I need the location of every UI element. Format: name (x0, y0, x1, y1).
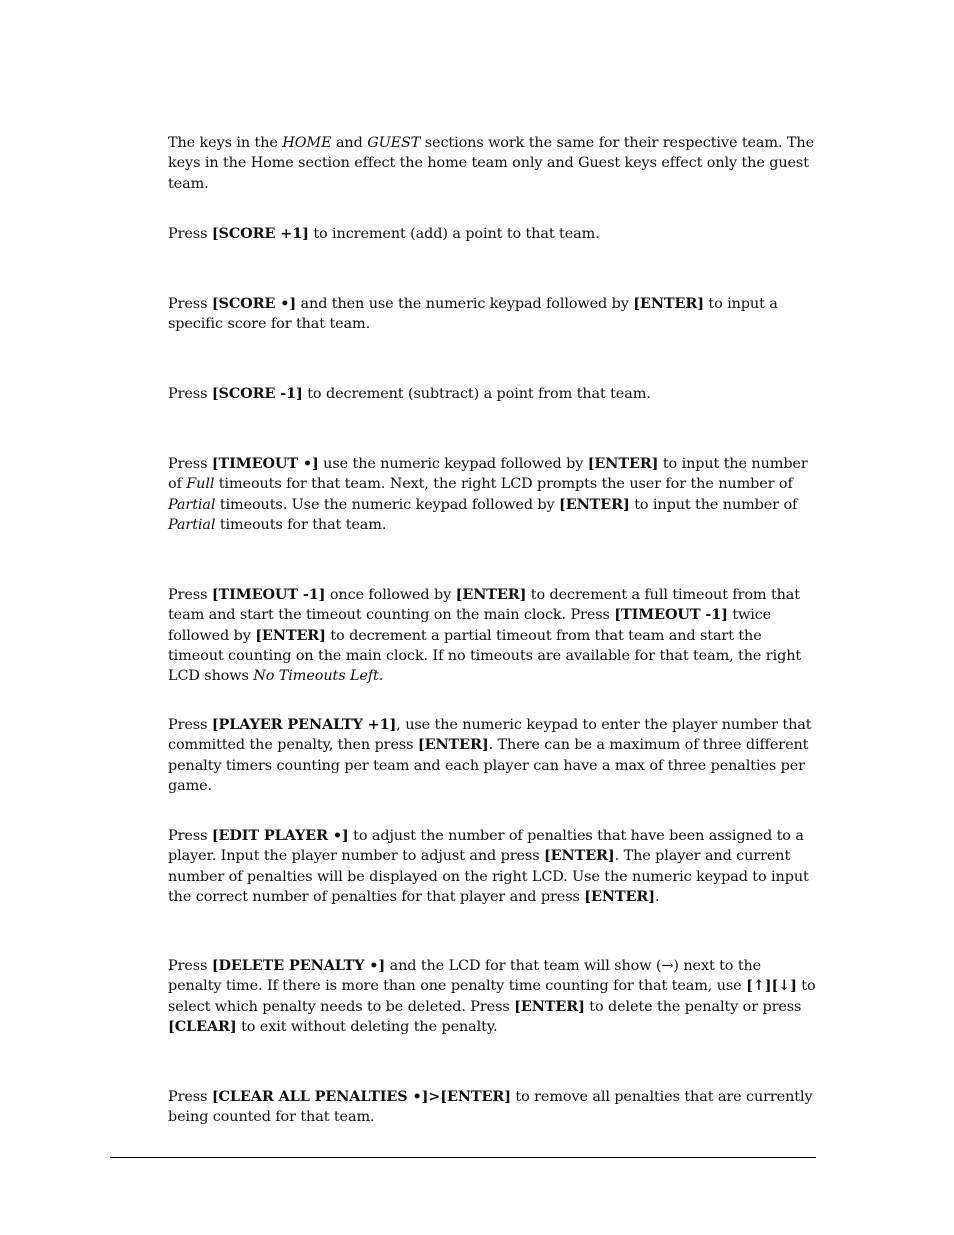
paragraph-clear-all-penalties (168, 1087, 818, 1128)
body-text: . There can be a maximum of three different penalty timers counting per team and each player can have a max of three penalties per game. (168, 737, 809, 794)
paragraph-score-plus-1 (168, 224, 818, 244)
paragraph-player-penalty (168, 715, 818, 796)
body-text: and the LCD for that team will show (→) next to the penalty time. If there is more than one penalty time counting for that team, use (168, 958, 762, 995)
body-text: twice followed by (168, 607, 772, 644)
body-text: to input the number of (629, 496, 798, 513)
body-text: to decrement a partial timeout from that team and start the timeout counting on the main clock. If no timeouts are available for that team, the right LCD shows (168, 627, 802, 685)
body-text: Press (168, 226, 212, 242)
body-text: , use the numeric keypad to enter the player number that committed the penalty, then press (168, 717, 812, 754)
body-text: once followed by (325, 587, 456, 603)
emphasis-text: HOME (282, 135, 332, 151)
paragraph-timeout-minus-1 (168, 585, 818, 686)
emphasis-text: Partial (168, 516, 216, 533)
key-label: [TIMEOUT -1] (614, 606, 728, 624)
paragraph-score-set (168, 294, 818, 335)
body-text: sections work the same for their respective team. The keys in the Home section effect the home team only and Guest keys effect only the guest team. (168, 135, 814, 192)
body-text: Press (168, 1089, 212, 1105)
key-label: [ENTER] (455, 586, 527, 603)
body-text: . (378, 668, 384, 685)
key-label: [SCORE +1] (211, 225, 309, 242)
body-text: Press (168, 587, 212, 603)
emphasis-text: Full (186, 476, 215, 493)
key-label: [ENTER] (255, 626, 326, 644)
body-text: . (654, 888, 660, 905)
key-label: [DELETE PENALTY •] (211, 957, 386, 974)
body-text: to exit without deleting the penalty. (236, 1018, 498, 1035)
body-text: Press (168, 456, 212, 472)
emphasis-text: Partial (168, 496, 216, 513)
body-text: timeouts for that team. (215, 516, 387, 533)
body-text: timeouts. Use the numeric keypad followed by (215, 496, 560, 513)
emphasis-text: No Timeouts Left (253, 668, 379, 685)
key-label: [↑][↓] (746, 977, 797, 995)
body-text: to increment (add) a point to that team. (308, 226, 600, 242)
body-text: and then use the numeric keypad followed by (296, 296, 634, 312)
body-text: Press (168, 828, 212, 844)
body-text: use the numeric keypad followed by (318, 456, 588, 472)
key-label: [PLAYER PENALTY +1] (211, 716, 397, 733)
key-label: [ENTER] (417, 736, 489, 754)
key-label: [ENTER] (584, 887, 655, 905)
body-text: Press (168, 296, 212, 312)
body-text: to adjust the number of penalties that have been assigned to a player. Input the player number to adjust and press (168, 828, 804, 865)
key-label: [ENTER] (514, 997, 585, 1015)
body-text: to delete the penalty or press (584, 998, 802, 1015)
body-text: Press (168, 386, 212, 402)
key-label: [TIMEOUT -1] (211, 586, 326, 603)
body-text: . The player and current number of penalties will be displayed on the right LCD. Use the numeric keypad to input the correct number of penalties for that player and press (168, 848, 809, 905)
body-text: Press (168, 958, 212, 974)
key-label: [ENTER] (587, 455, 659, 472)
paragraph-score-minus-1 (168, 384, 818, 404)
key-label: [SCORE •] (211, 295, 297, 312)
key-label: [CLEAR ALL PENALTIES •]>[ENTER] (211, 1088, 511, 1105)
body-text: to select which penalty needs to be deleted. Press (168, 978, 816, 1015)
body-text: Press (168, 717, 212, 733)
key-label: [EDIT PLAYER •] (211, 827, 349, 844)
body-text: to decrement a full timeout from that team and start the timeout counting on the main clock. Press (168, 587, 800, 624)
paragraph-intro (168, 133, 818, 194)
body-text: to input a specific score for that team. (168, 296, 778, 333)
paragraph-timeout-set (168, 454, 818, 535)
key-label: [CLEAR] (168, 1017, 237, 1035)
key-label: [ENTER] (559, 495, 630, 513)
key-label: [ENTER] (633, 295, 704, 312)
paragraph-edit-player (168, 826, 818, 907)
key-label: [TIMEOUT •] (211, 455, 319, 472)
emphasis-text: GUEST (367, 135, 421, 151)
key-label: [ENTER] (543, 847, 615, 865)
body-text: to decrement (subtract) a point from that team. (302, 386, 651, 402)
body-text: timeouts for that team. Next, the right LCD prompts the user for the number of (214, 476, 793, 493)
footer-rule (110, 1157, 816, 1158)
paragraph-delete-penalty (168, 956, 818, 1037)
body-text: to input the number of (168, 456, 808, 493)
body-text: and (331, 135, 368, 151)
body-text: The keys in the (168, 135, 283, 151)
body-text: to remove all penalties that are currently being counted for that team. (168, 1089, 813, 1126)
key-label: [SCORE -1] (211, 385, 303, 402)
